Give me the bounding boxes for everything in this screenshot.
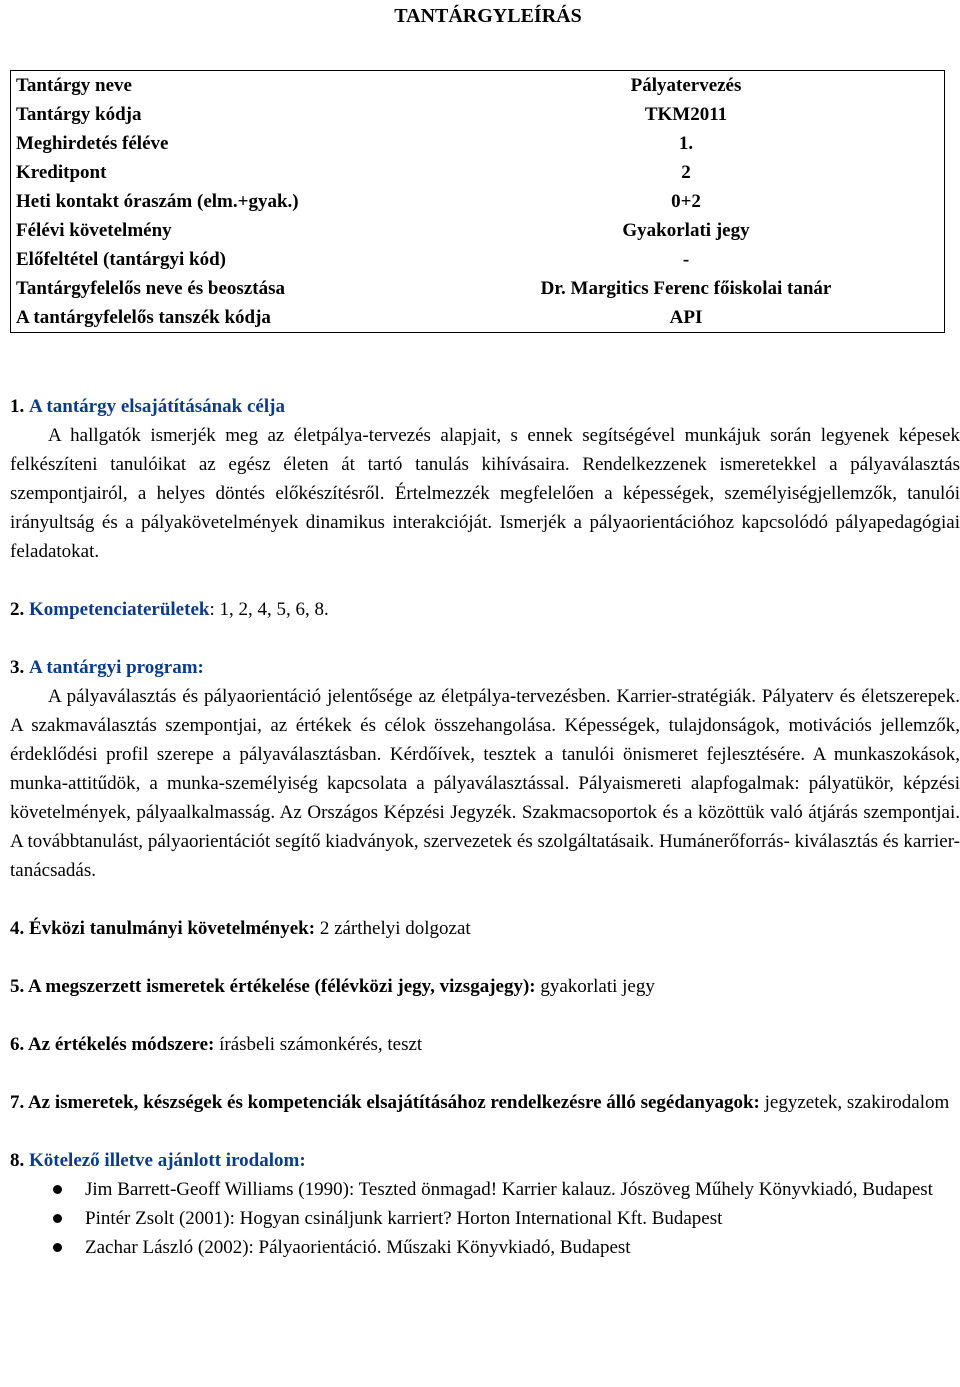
info-label: A tantárgyfelelős tanszék kódja: [16, 307, 271, 328]
info-label: Tantárgyfelelős neve és beosztása: [16, 278, 285, 299]
info-row: [11, 274, 945, 303]
info-label: Kreditpont: [16, 162, 107, 183]
section-1-text: A hallgatók ismerjék meg az életpálya-tervezés alapjait, s ennek segítségével munkájuk során legyenek képesek felkészíteni tanulóikat az egész életen át tartó tanulás kihívásaira. Rendelkezzenek ismeretekkel a pályaválasztás szempontjairól, a helyes döntés előkészítésről. Értelmezzék megfelelően a képességek, személyiségjellemzők, tanulói irányultság és a pályakövetelmények dinamikus interakcióját. Ismerjék a pályaorientációhoz kapcsolódó pályapedagógiai feladatokat.: [10, 425, 960, 562]
info-label: Félévi követelmény: [16, 220, 172, 241]
section-5-text: gyakorlati jegy: [535, 976, 655, 997]
section-2-text: : 1, 2, 4, 5, 6, 8.: [209, 599, 329, 620]
section-title: Kompetenciaterületek: [29, 599, 210, 620]
section-2: [10, 595, 960, 624]
section-6-text: írásbeli számonkérés, teszt: [214, 1034, 423, 1055]
info-row: [11, 303, 945, 333]
section-3-text: A pályaválasztás és pályaorientáció jelentősége az életpálya-tervezésben. Karrier-stratégiák. Pályaterv és életszerepek. A szakmaválasztás szempontjai, az értékek és célok összehangolása. Képességek, tulajdonságok, motivációs jellemzők, érdeklődési profil szerepe a pályaválasztásban. Kérdőívek, tesztek a tanulói önismeret fejlesztésére. A munkaszokások, munka-attitűdök, a munka-személyiség kapcsolata a pályaválasztással. Pályaismereti alapfogalmak: pályatükör, képzési követelmények, pályaalkalmasság. Az Országos Képzési Jegyzék. Szakmacsoportok és a közöttük való átjárás szempontjai. A továbbtanulást, pályaorientációt segítő kiadványok, szervezetek és szolgáltatásaik. Humánerőforrás- kiválasztás és karrier-tanácsadás.: [10, 686, 960, 881]
info-value: 0+2: [671, 191, 701, 212]
info-value: Gyakorlati jegy: [622, 220, 750, 241]
info-value: API: [669, 307, 703, 328]
section-7-text: jegyzetek, szakirodalom: [759, 1092, 950, 1113]
section-title: A tantárgy elsajátításának célja: [29, 396, 285, 417]
document-title: TANTÁRGYLEÍRÁS: [394, 5, 582, 27]
section-3-heading: [10, 653, 960, 682]
section-title: A tantárgyi program:: [29, 657, 204, 678]
info-label: Tantárgy neve: [16, 75, 132, 96]
section-label: 7. Az ismeretek, készségek és kompetenciák elsajátításához rendelkezésre álló segédanyagok:: [10, 1092, 760, 1113]
literature-item: [10, 1204, 960, 1233]
section-label: 4. Évközi tanulmányi követelmények:: [10, 918, 316, 939]
literature-text: Jim Barrett-Geoff Williams (1990): Teszted önmagad! Karrier kalauz. Jószöveg Műhely Könyvkiadó, Budapest: [85, 1179, 933, 1200]
literature-item: [10, 1233, 960, 1262]
info-label: Meghirdetés féléve: [16, 133, 169, 154]
document-content: [10, 392, 960, 1262]
info-label: Tantárgy kódja: [16, 104, 142, 125]
literature-item: [10, 1175, 960, 1204]
section-4: [10, 914, 960, 943]
info-row: [11, 129, 945, 158]
info-row: [11, 100, 945, 129]
info-row: [11, 158, 945, 187]
section-label: 6. Az értékelés módszere:: [10, 1034, 215, 1055]
literature-text: Zachar László (2002): Pályaorientáció. Műszaki Könyvkiadó, Budapest: [85, 1237, 631, 1258]
section-1-heading: [10, 392, 960, 421]
literature-text: Pintér Zsolt (2001): Hogyan csináljunk karriert? Horton International Kft. Budapest: [85, 1208, 723, 1229]
section-number: 8.: [10, 1150, 25, 1171]
info-value: TKM2011: [644, 104, 728, 125]
section-number: 1.: [10, 396, 25, 417]
section-5: [10, 972, 960, 1001]
info-row: [11, 216, 945, 245]
info-value: -: [682, 249, 690, 270]
section-number: 3.: [10, 657, 25, 678]
info-value: Pályatervezés: [630, 75, 742, 96]
info-row: [11, 71, 945, 101]
literature-list: [10, 1175, 960, 1262]
section-6: [10, 1030, 960, 1059]
section-8-heading: [10, 1146, 960, 1175]
info-value: 2: [681, 162, 691, 183]
info-label: Előfeltétel (tantárgyi kód): [16, 249, 227, 270]
section-title: Kötelező illetve ajánlott irodalom:: [29, 1150, 306, 1171]
info-row: [11, 245, 945, 274]
section-label: 5. A megszerzett ismeretek értékelése (félévközi jegy, vizsgajegy):: [10, 976, 536, 997]
bullet-icon: [53, 1185, 62, 1194]
info-row: [11, 187, 945, 216]
course-info-table: [10, 70, 945, 333]
section-7: [10, 1088, 960, 1117]
bullet-icon: [53, 1214, 62, 1223]
section-number: 2.: [10, 599, 25, 620]
info-value: Dr. Margitics Ferenc főiskolai tanár: [540, 278, 832, 299]
bullet-icon: [53, 1243, 62, 1252]
info-value: 1.: [678, 133, 694, 154]
section-4-text: 2 zárthelyi dolgozat: [315, 918, 471, 939]
info-label: Heti kontakt óraszám (elm.+gyak.): [16, 191, 299, 212]
